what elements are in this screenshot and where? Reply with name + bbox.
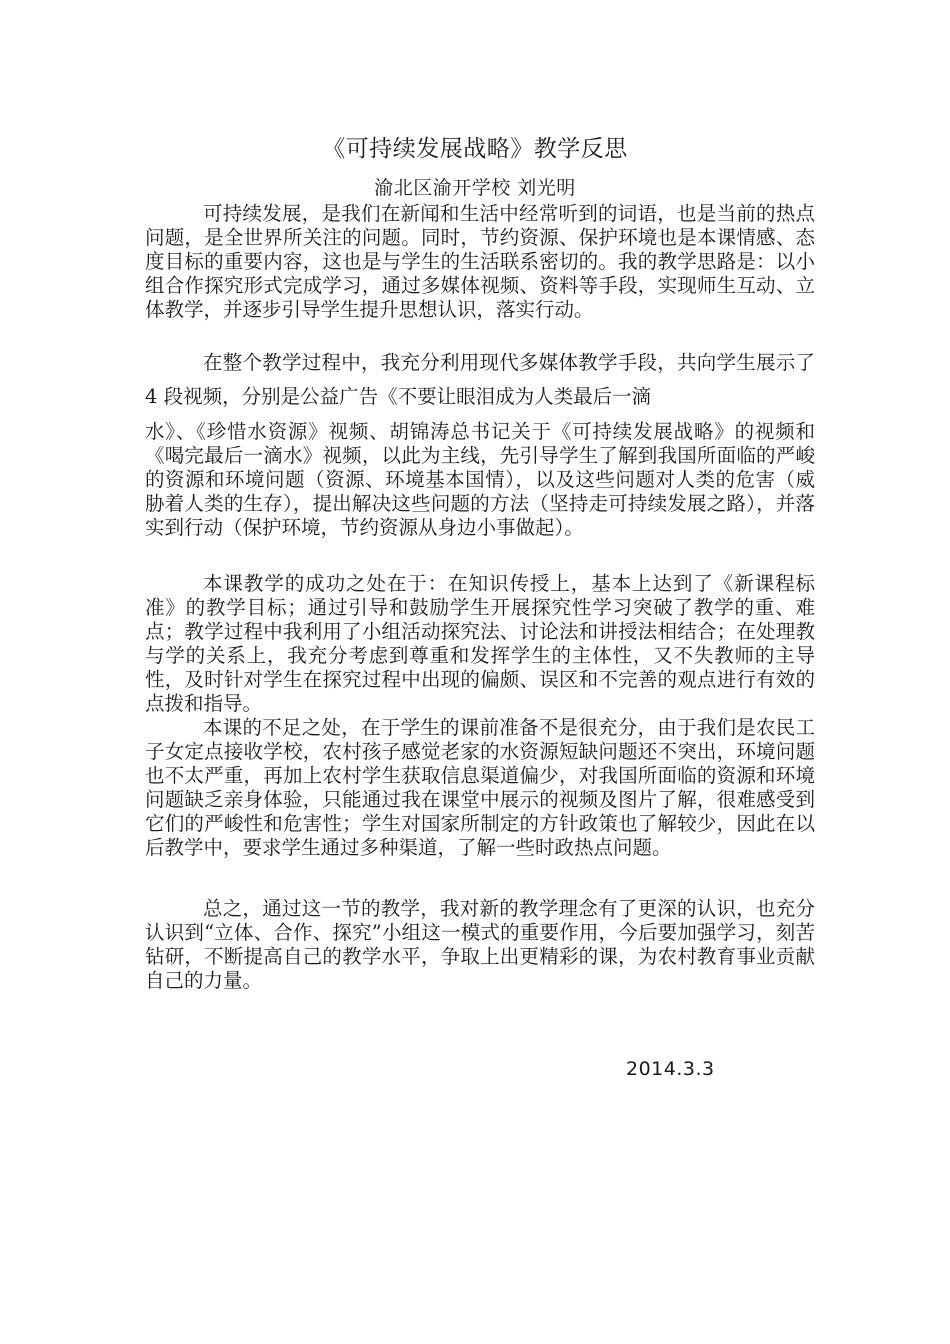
paragraph-conclusion: 总之，通过这一节的教学，我对新的教学理念有了更深的认识，也充分认识到“立体、合作、探究”小组这一模式的重要作用，今后要加强学习，刻苦钻研，不断提高自己的教学水平，争取上出更精彩的课，为农村教育事业贡献自己的力量。 [145,897,815,992]
paragraph-process-part1: 在整个教学过程中，我充分利用现代多媒体教学手段，共向学生展示了 4 段视频，分别是公益广告《不要让眼泪成为人类最后一滴 [145,351,815,408]
paragraph-process-part2: 水》、《珍惜水资源》视频、胡锦涛总书记关于《可持续发展战略》的视频和《喝完最后一滴水》视频，以此为主线，先引导学生了解到我国所面临的严峻的资源和环境问题（资源、环境基本国情），以及这些问题对人类的危害（威胁着人类的生存），提出解决这些问题的方法（坚持走可持续发展之路），并落实到行动（保护环境，节约资源从身边小事做起）。 [145,420,815,539]
document-title: 《可持续发展战略》教学反思 [322,136,628,162]
document-date: 2014.3.3 [626,1058,715,1080]
paragraph-shortcomings: 本课的不足之处，在于学生的课前准备不是很充分，由于我们是农民工子女定点接收学校，农村孩子感觉老家的水资源短缺问题还不突出，环境问题也不太严重，再加上农村学生获取信息渠道偏少，对我国所面临的资源和环境问题缺乏亲身体验，只能通过我在课堂中展示的视频及图片了解，很难感受到它们的严峻性和危害性；学生对国家所制定的方针政策也了解较少，因此在以后教学中，要求学生通过多种渠道，了解一些时政热点问题。 [145,716,815,859]
paragraph-success: 本课教学的成功之处在于：在知识传授上，基本上达到了《新课程标准》的教学目标；通过引导和鼓励学生开展探究性学习突破了教学的重、难点；教学过程中我利用了小组活动探究法、讨论法和讲授法相结合；在处理教与学的关系上，我充分考虑到尊重和发挥学生的主体性，又不失教师的主导性，及时针对学生在探究过程中出现的偏颇、误区和不完善的观点进行有效的点拨和指导。 [145,572,815,715]
paragraph-intro: 可持续发展，是我们在新闻和生活中经常听到的词语，也是当前的热点问题，是全世界所关注的问题。同时，节约资源、保护环境也是本课情感、态度目标的重要内容，这也是与学生的生活联系密切的。我的教学思路是：以小组合作探究形式完成学习，通过多媒体视频、资料等手段，实现师生互动、立体教学，并逐步引导学生提升思想认识，落实行动。 [145,202,815,321]
author-line: 渝北区渝开学校 刘光明 [374,177,576,199]
